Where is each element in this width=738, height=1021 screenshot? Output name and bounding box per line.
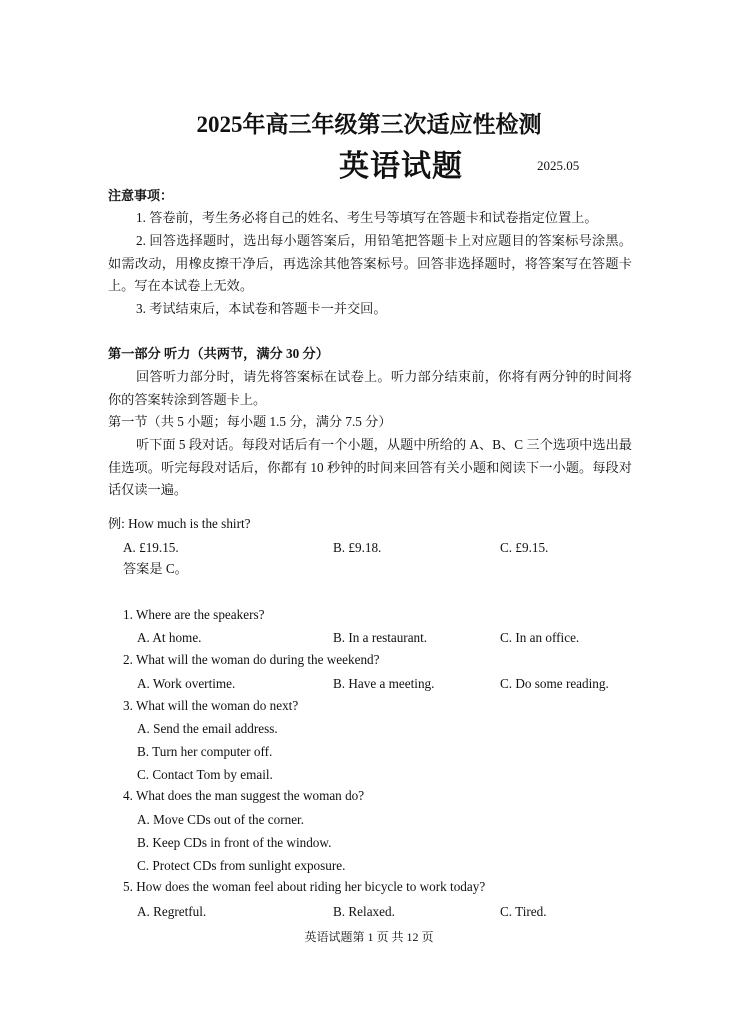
q4-option-a: A. Move CDs out of the corner. bbox=[137, 812, 305, 827]
section1-heading: 第一节（共 5 小题；每小题 1.5 分，满分 7.5 分） bbox=[108, 414, 392, 429]
q3-option-b: B. Turn her computer off. bbox=[137, 744, 273, 759]
part1-heading: 第一部分 听力（共两节，满分 30 分） bbox=[108, 346, 329, 361]
question-3: 3. What will the woman do next? bbox=[123, 698, 299, 713]
example-answer: 答案是 C。 bbox=[123, 561, 188, 576]
example-option-c: C. £9.15. bbox=[500, 540, 549, 555]
q2-option-b: B. Have a meeting. bbox=[333, 676, 435, 691]
q5-option-c: C. Tired. bbox=[500, 904, 547, 919]
question-5: 5. How does the woman feel about riding her bicycle to work today? bbox=[123, 879, 486, 894]
example-option-a: A. £19.15. bbox=[123, 540, 179, 555]
question-2: 2. What will the woman do during the weekend? bbox=[123, 652, 380, 667]
example-option-b: B. £9.18. bbox=[333, 540, 382, 555]
section1-intro: 听下面 5 段对话。每段对话后有一个小题，从题中所给的 A、B、C 三个选项中选出最佳选项。听完每段对话后，你都有 10 秒钟的时间来回答有关小题和阅读下一小题。每段对话仅读一遍。 bbox=[108, 437, 632, 498]
q1-option-b: B. In a restaurant. bbox=[333, 630, 428, 645]
subject-title: 英语试题 bbox=[339, 150, 463, 183]
note-item-1: 1. 答卷前，考生务必将自己的姓名、考生号等填写在答题卡和试卷指定位置上。 bbox=[136, 210, 598, 225]
question-1: 1. Where are the speakers? bbox=[123, 607, 265, 622]
note-item-3: 3. 考试结束后，本试卷和答题卡一并交回。 bbox=[136, 301, 387, 316]
example-question: 例: How much is the shirt? bbox=[108, 516, 251, 531]
exam-title: 2025年高三年级第三次适应性检测 bbox=[196, 112, 542, 137]
notes-heading: 注意事项： bbox=[108, 188, 174, 203]
q4-option-b: B. Keep CDs in front of the window. bbox=[137, 835, 332, 850]
page-footer: 英语试题第 1 页 共 12 页 bbox=[304, 930, 434, 944]
question-4: 4. What does the man suggest the woman do? bbox=[123, 788, 365, 803]
q4-option-c: C. Protect CDs from sunlight exposure. bbox=[137, 858, 346, 873]
q3-option-a: A. Send the email address. bbox=[137, 721, 278, 736]
note-item-2: 2. 回答选择题时，选出每小题答案后，用铅笔把答题卡上对应题目的答案标号涂黑。如需改动，用橡皮擦干净后，再选涂其他答案标号。回答非选择题时，将答案写在答题卡上。写在本试卷上无效。 bbox=[108, 233, 632, 294]
q3-option-c: C. Contact Tom by email. bbox=[137, 767, 273, 782]
part1-intro: 回答听力部分时，请先将答案标在试卷上。听力部分结束前，你将有两分钟的时间将你的答案转涂到答题卡上。 bbox=[108, 369, 632, 407]
q2-option-c: C. Do some reading. bbox=[500, 676, 609, 691]
exam-date: 2025.05 bbox=[537, 158, 580, 173]
q5-option-b: B. Relaxed. bbox=[333, 904, 395, 919]
q5-option-a: A. Regretful. bbox=[137, 904, 207, 919]
q1-option-c: C. In an office. bbox=[500, 630, 580, 645]
q1-option-a: A. At home. bbox=[137, 630, 202, 645]
q2-option-a: A. Work overtime. bbox=[137, 676, 236, 691]
